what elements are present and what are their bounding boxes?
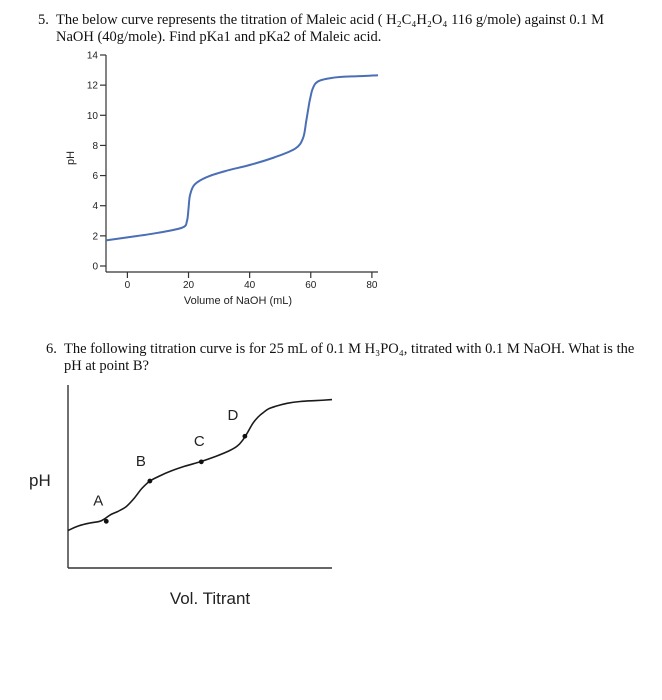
y-tick-label: 12 [86, 80, 98, 92]
x-tick-label: 60 [305, 280, 317, 291]
point-label: A [93, 492, 104, 510]
titration-curve [68, 400, 332, 531]
y-tick-label: 0 [92, 261, 98, 273]
point-label: B [135, 453, 146, 471]
question-line-1: The below curve represents the titration of Maleic acid ( H₂C₄H₂O₄ 116 g/mole) against 0.1 M [56, 12, 604, 28]
y-tick-label: 6 [92, 171, 98, 183]
question-line-2: pH at point B? [64, 358, 149, 374]
titration-curve [106, 75, 378, 240]
y-tick-label: 4 [92, 201, 98, 213]
y-axis-label: pH [29, 471, 51, 490]
y-tick-label: 8 [92, 140, 98, 152]
point-marker [242, 434, 247, 439]
question-number: 6. [46, 341, 57, 357]
x-axis-label: Vol. Titrant [169, 589, 251, 608]
point-marker [199, 459, 204, 464]
point-marker [147, 479, 152, 484]
point-label: D [227, 407, 239, 425]
x-tick-label: 80 [366, 280, 378, 291]
x-tick-label: 0 [124, 280, 131, 291]
x-tick-label: 40 [244, 280, 256, 291]
question-line-2: NaOH (40g/mole). Find pKa1 and pKa2 of Maleic acid. [56, 29, 382, 45]
y-tick-label: 10 [86, 110, 98, 122]
question-number: 5. [38, 12, 49, 28]
x-tick-label: 20 [182, 280, 195, 291]
y-tick-label: 2 [92, 231, 98, 243]
x-axis-label: Volume of NaOH (mL) [183, 295, 293, 307]
question-line-1: The following titration curve is for 25 mL of 0.1 M H₃PO₄, titrated with 0.1 M NaOH. What is the [64, 341, 635, 357]
point-marker [104, 519, 109, 524]
y-tick-label: 14 [86, 50, 98, 62]
point-label: C [193, 432, 205, 450]
y-axis-label: pH [65, 150, 77, 166]
